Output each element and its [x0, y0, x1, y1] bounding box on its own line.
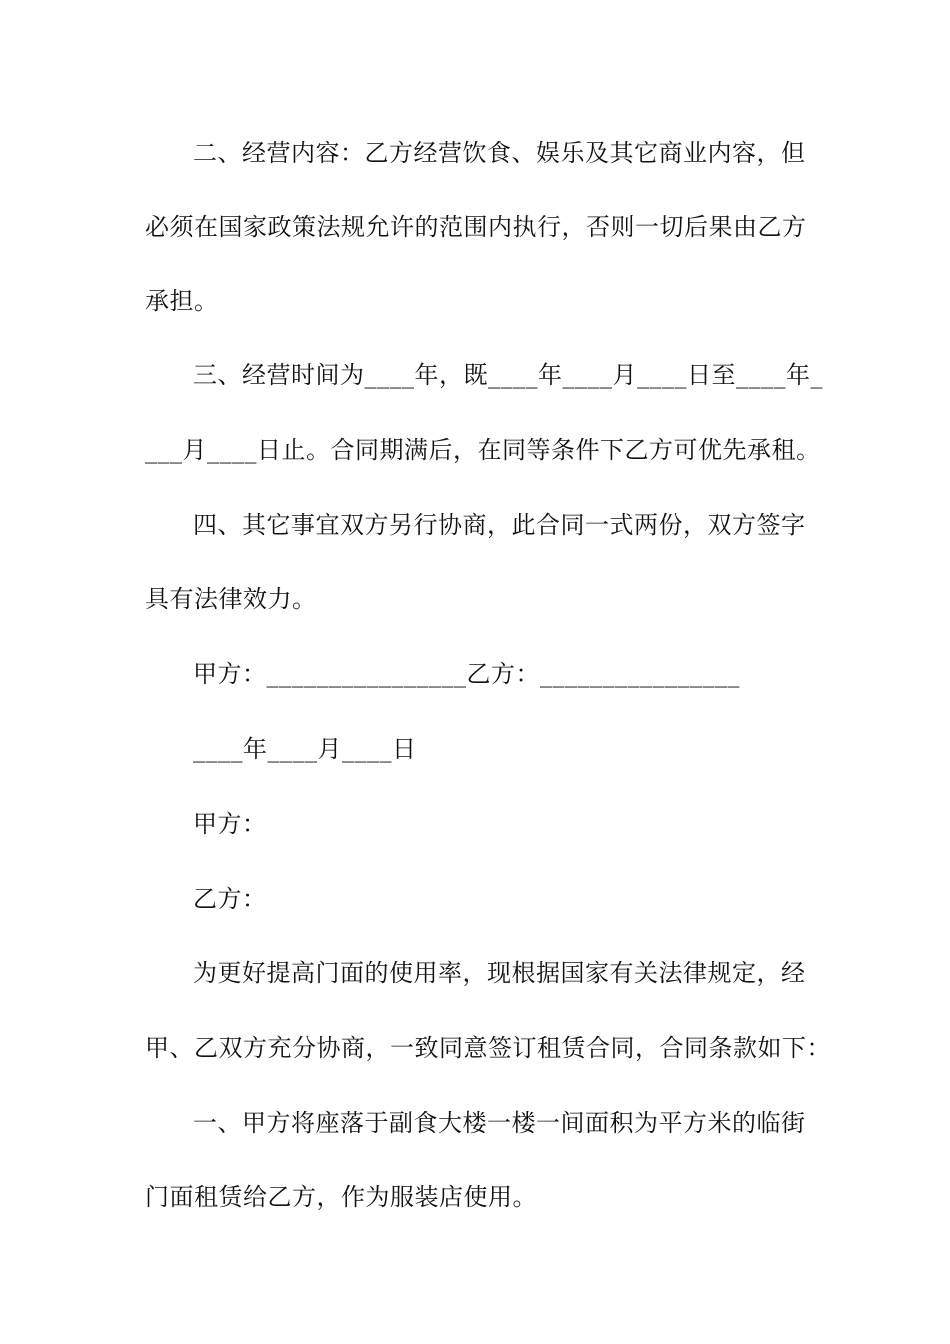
paragraph-line: 具有法律效力。 — [145, 585, 317, 613]
paragraph-line: 四、其它事宜双方另行协商，此合同一式两份，双方签字 — [193, 511, 806, 539]
party-b-label: 乙方： — [193, 885, 267, 913]
signature-line: 甲方：________________乙方：________________ — [193, 660, 740, 688]
paragraph-line: 门面租赁给乙方，作为服装店使用。 — [145, 1183, 537, 1211]
paragraph-line: 必须在国家政策法规允许的范围内执行，否则一切后果由乙方 — [145, 213, 807, 241]
date-line: ____年____月____日 — [193, 735, 417, 763]
paragraph-line: ___月____日止。合同期满后，在同等条件下乙方可优先承租。 — [145, 436, 821, 464]
party-a-label: 甲方： — [193, 810, 267, 838]
paragraph-line: 一、甲方将座落于副食大楼一楼一间面积为平方米的临街 — [193, 1109, 806, 1137]
paragraph-line: 三、经营时间为____年，既____年____月____日至____年_ — [193, 361, 823, 389]
paragraph-line: 承担。 — [145, 287, 219, 315]
paragraph-line: 二、经营内容：乙方经营饮食、娱乐及其它商业内容，但 — [193, 139, 806, 167]
paragraph-line: 为更好提高门面的使用率，现根据国家有关法律规定，经 — [193, 959, 806, 987]
paragraph-line: 甲、乙双方充分协商，一致同意签订租赁合同，合同条款如下： — [145, 1034, 831, 1062]
